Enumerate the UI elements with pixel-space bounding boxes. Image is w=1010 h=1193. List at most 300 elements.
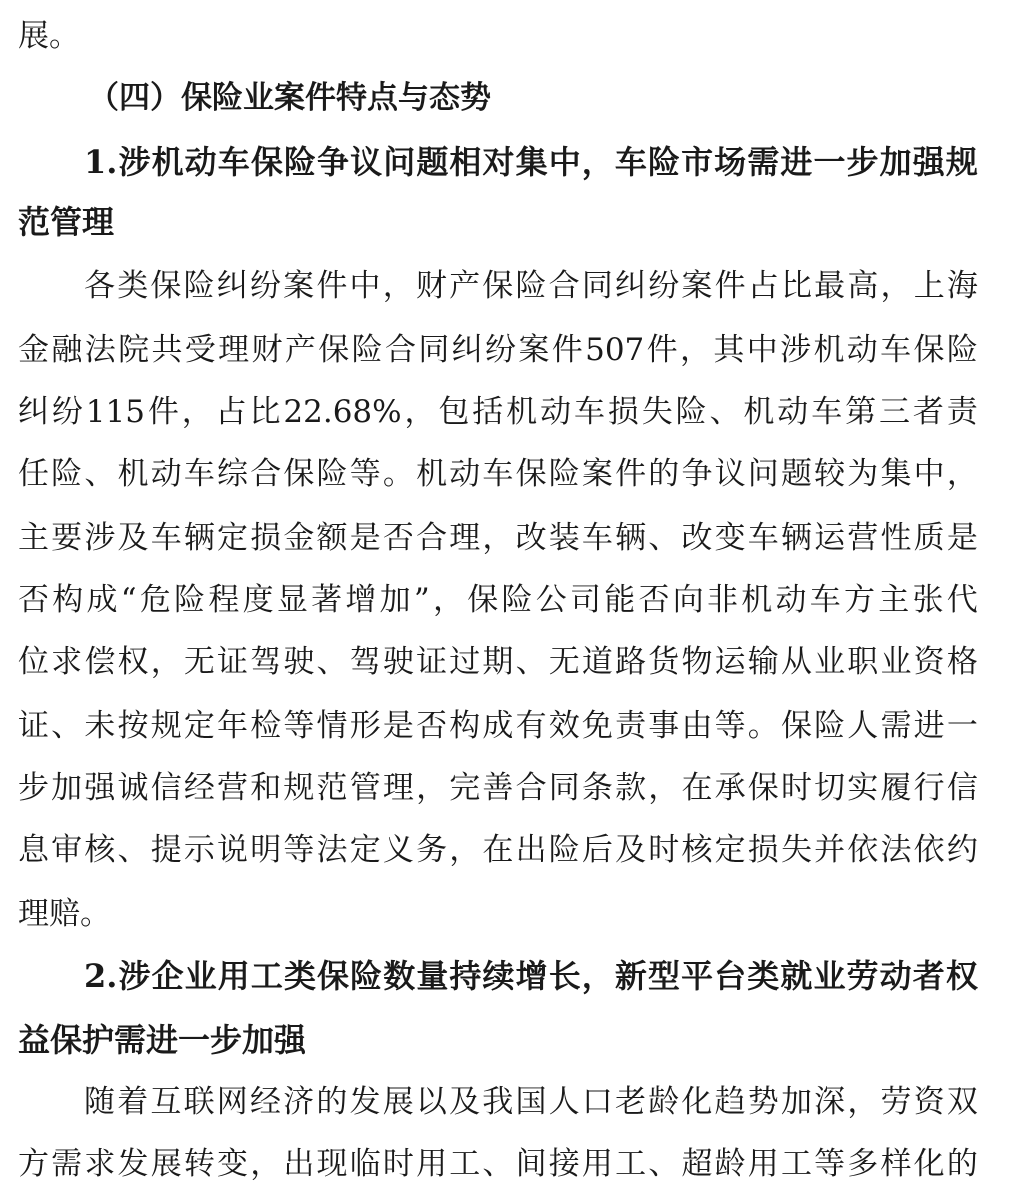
- glyph: 台: [714, 957, 747, 995]
- glyph: 主: [878, 582, 910, 618]
- text-line: 展。: [18, 18, 80, 54]
- glyph: 改: [515, 520, 547, 556]
- glyph: 车: [809, 582, 841, 618]
- glyph: 约: [946, 832, 978, 868]
- glyph: 信: [150, 770, 182, 806]
- glyph: 证: [217, 644, 249, 680]
- glyph: 件: [615, 456, 647, 492]
- glyph: 保: [913, 332, 945, 368]
- glyph: 经: [183, 770, 215, 806]
- paragraph-line: [18, 766, 978, 810]
- glyph: 纷: [249, 268, 281, 304]
- glyph: 免: [581, 708, 613, 744]
- glyph: 否: [18, 582, 49, 618]
- glyph: 平: [681, 957, 714, 995]
- glyph: 机: [741, 582, 773, 618]
- glyph: 著: [311, 582, 343, 618]
- glyph: 动: [449, 456, 481, 492]
- glyph: 依: [847, 832, 879, 868]
- glyph: 定: [349, 832, 381, 868]
- glyph: 类: [117, 268, 149, 304]
- glyph: 按: [117, 708, 149, 744]
- glyph: 及: [117, 520, 149, 556]
- glyph: 代: [946, 582, 978, 618]
- glyph: 问: [747, 456, 779, 492]
- glyph: 机: [813, 332, 845, 368]
- glyph: 驶: [283, 644, 315, 680]
- subheading-line: [84, 140, 978, 184]
- glyph: 法: [316, 832, 348, 868]
- glyph: 院: [118, 332, 150, 368]
- glyph: 车: [581, 520, 613, 556]
- glyph: 司: [569, 582, 601, 618]
- glyph: 运: [814, 520, 846, 556]
- glyph: 接: [548, 1146, 580, 1182]
- glyph: 同: [581, 268, 613, 304]
- glyph: 题: [780, 456, 812, 492]
- glyph: 金: [283, 520, 315, 556]
- glyph: 履: [880, 770, 912, 806]
- glyph: 切: [814, 770, 846, 806]
- glyph: 纠: [216, 268, 248, 304]
- glyph: 深: [814, 1084, 846, 1120]
- glyph: 说: [217, 832, 249, 868]
- glyph: 证: [416, 644, 448, 680]
- glyph: ，: [581, 957, 614, 995]
- glyph: 纷: [51, 394, 83, 430]
- glyph: 险: [675, 394, 707, 430]
- glyph: 务: [416, 832, 448, 868]
- glyph: 信: [946, 770, 978, 806]
- glyph: 险: [283, 143, 316, 181]
- glyph: ，: [880, 268, 912, 304]
- glyph: 。: [747, 708, 779, 744]
- glyph: 件: [147, 394, 179, 430]
- glyph: 业: [814, 644, 846, 680]
- glyph: 成: [86, 582, 118, 618]
- glyph: 损: [747, 832, 779, 868]
- glyph: 款: [615, 770, 647, 806]
- glyph: 受: [184, 332, 216, 368]
- glyph: 同: [418, 332, 450, 368]
- glyph: 检: [250, 708, 282, 744]
- glyph: 、: [648, 520, 680, 556]
- glyph: ，: [432, 582, 464, 618]
- glyph: 在: [681, 770, 713, 806]
- glyph: 提: [150, 832, 182, 868]
- glyph: 险: [515, 268, 547, 304]
- glyph: 问: [383, 143, 416, 181]
- glyph: 随: [84, 1084, 115, 1120]
- glyph: 机: [416, 456, 448, 492]
- glyph: 各: [84, 268, 115, 304]
- glyph: 件: [646, 332, 678, 368]
- glyph: 案: [518, 332, 550, 368]
- glyph: 构: [449, 708, 481, 744]
- glyph: 产: [284, 332, 316, 368]
- glyph: 题: [416, 143, 449, 181]
- glyph: 互: [150, 1084, 182, 1120]
- glyph: 、: [51, 708, 83, 744]
- glyph: 息: [18, 832, 49, 868]
- glyph: 时: [780, 770, 812, 806]
- glyph: 驶: [382, 644, 414, 680]
- glyph: 动: [540, 394, 572, 430]
- glyph: 步: [18, 770, 49, 806]
- glyph: ，: [404, 394, 436, 430]
- glyph: 险: [548, 832, 580, 868]
- glyph: 1.: [84, 143, 118, 181]
- glyph: 核: [84, 832, 116, 868]
- glyph: 方: [843, 582, 875, 618]
- glyph: 发: [117, 1146, 149, 1182]
- glyph: 明: [250, 832, 282, 868]
- glyph: 证: [18, 708, 49, 744]
- glyph: 国: [515, 1084, 547, 1120]
- glyph: 求: [84, 1146, 116, 1182]
- glyph: 联: [183, 1084, 215, 1120]
- glyph: 过: [449, 644, 481, 680]
- glyph: 动: [775, 582, 807, 618]
- glyph: 车: [217, 143, 250, 181]
- glyph: 案: [681, 268, 713, 304]
- glyph: 张: [912, 582, 944, 618]
- glyph: 议: [350, 143, 383, 181]
- glyph: 车: [183, 456, 215, 492]
- glyph: 场: [714, 143, 747, 181]
- glyph: 为: [847, 456, 879, 492]
- glyph: 合: [384, 332, 416, 368]
- glyph: 比: [249, 394, 281, 430]
- glyph: ，: [150, 644, 182, 680]
- glyph: 第: [845, 394, 877, 430]
- glyph: 等: [283, 832, 315, 868]
- glyph: 向: [672, 582, 704, 618]
- glyph: 加: [879, 143, 912, 181]
- glyph: 保: [747, 770, 779, 806]
- glyph: 工: [250, 957, 283, 995]
- glyph: 龄: [648, 1084, 680, 1120]
- glyph: ，: [847, 1084, 879, 1120]
- glyph: 损: [607, 394, 639, 430]
- glyph: 并: [814, 832, 846, 868]
- glyph: 装: [548, 520, 580, 556]
- glyph: 财: [415, 268, 447, 304]
- glyph: 上: [913, 268, 945, 304]
- glyph: 我: [482, 1084, 514, 1120]
- glyph: 等: [283, 708, 315, 744]
- glyph: ，: [250, 1146, 282, 1182]
- glyph: 辆: [615, 520, 647, 556]
- glyph: 车: [150, 520, 182, 556]
- glyph: 一: [813, 143, 846, 181]
- glyph: 质: [913, 520, 945, 556]
- glyph: 定: [217, 520, 249, 556]
- glyph: 是: [349, 520, 381, 556]
- glyph: 有: [515, 708, 547, 744]
- glyph: 机: [743, 394, 775, 430]
- glyph: 老: [615, 1084, 646, 1120]
- glyph: 类: [747, 957, 780, 995]
- glyph: 增: [515, 957, 548, 995]
- glyph: 合: [515, 770, 547, 806]
- glyph: 对: [482, 143, 515, 181]
- glyph: 龄: [714, 1146, 746, 1182]
- glyph: 任: [18, 456, 49, 492]
- glyph: 量: [416, 957, 449, 995]
- glyph: 位: [18, 644, 49, 680]
- glyph: 险: [51, 456, 83, 492]
- glyph: 用: [217, 957, 250, 995]
- glyph: 理: [382, 770, 414, 806]
- glyph: 展: [150, 1146, 182, 1182]
- glyph: 件: [714, 268, 746, 304]
- glyph: 危: [139, 582, 171, 618]
- glyph: 险: [548, 456, 580, 492]
- glyph: 议: [714, 456, 746, 492]
- glyph: 双: [946, 1084, 978, 1120]
- glyph: 包: [438, 394, 470, 430]
- glyph: 者: [912, 957, 945, 995]
- glyph: 险: [316, 456, 348, 492]
- glyph: 险: [351, 332, 383, 368]
- glyph: “: [120, 582, 137, 618]
- glyph: 机: [117, 456, 149, 492]
- glyph: 保: [283, 456, 315, 492]
- glyph: 构: [52, 582, 84, 618]
- glyph: 中: [913, 456, 945, 492]
- glyph: 件: [551, 332, 583, 368]
- glyph: 势: [747, 1084, 779, 1120]
- glyph: 核: [681, 832, 713, 868]
- glyph: 多: [847, 1146, 879, 1182]
- glyph: 数: [383, 957, 416, 995]
- glyph: 持: [449, 957, 482, 995]
- glyph: 高: [847, 268, 879, 304]
- glyph: 方: [18, 1146, 49, 1182]
- glyph: 争: [317, 143, 350, 181]
- glyph: 及: [615, 832, 647, 868]
- glyph: 要: [51, 520, 83, 556]
- glyph: 驾: [250, 644, 282, 680]
- glyph: 展: [382, 1084, 414, 1120]
- glyph: 度: [242, 582, 274, 618]
- glyph: 纷: [648, 268, 680, 304]
- glyph: 营: [847, 520, 879, 556]
- glyph: 否: [416, 708, 448, 744]
- glyph: 纠: [18, 394, 49, 430]
- glyph: 动: [184, 143, 217, 181]
- glyph: 道: [581, 644, 613, 680]
- glyph: 辆: [780, 520, 812, 556]
- glyph: 涉: [780, 332, 812, 368]
- glyph: 法: [84, 332, 116, 368]
- paragraph-line: [18, 390, 978, 434]
- glyph: 其: [713, 332, 745, 368]
- glyph: 口: [581, 1084, 613, 1120]
- glyph: 企: [151, 957, 184, 995]
- glyph: 集: [880, 456, 912, 492]
- glyph: 。: [382, 456, 414, 492]
- glyph: 型: [647, 957, 680, 995]
- glyph: 管: [349, 770, 381, 806]
- glyph: 保: [780, 708, 812, 744]
- glyph: 情: [316, 708, 348, 744]
- glyph: 理: [218, 332, 250, 368]
- glyph: 是: [946, 520, 978, 556]
- glyph: 需: [51, 1146, 83, 1182]
- glyph: 事: [648, 708, 680, 744]
- glyph: 义: [382, 832, 414, 868]
- glyph: 形: [349, 708, 381, 744]
- glyph: 相: [449, 143, 482, 181]
- glyph: 网: [216, 1084, 248, 1120]
- glyph: 车: [747, 520, 779, 556]
- glyph: 22.68%: [283, 394, 402, 430]
- glyph: 主: [18, 520, 49, 556]
- glyph: 强: [912, 143, 945, 181]
- glyph: 括: [472, 394, 504, 430]
- glyph: 显: [276, 582, 308, 618]
- glyph: 案: [581, 456, 613, 492]
- glyph: 需: [880, 708, 912, 744]
- glyph: 纠: [615, 268, 646, 304]
- glyph: 职: [847, 644, 879, 680]
- glyph: 2.: [84, 957, 118, 995]
- glyph: 时: [648, 832, 680, 868]
- glyph: 步: [846, 143, 879, 181]
- glyph: 化: [913, 1146, 945, 1182]
- glyph: 、: [316, 644, 348, 680]
- glyph: 诚: [117, 770, 149, 806]
- glyph: 条: [581, 770, 613, 806]
- glyph: 承: [714, 770, 746, 806]
- section-heading: （四）保险业案件特点与态势: [88, 80, 491, 116]
- glyph: 海: [946, 268, 978, 304]
- glyph: 险: [647, 143, 680, 181]
- glyph: ，: [449, 832, 481, 868]
- subheading-line: [84, 954, 978, 998]
- glyph: 变: [714, 520, 746, 556]
- glyph: 超: [681, 1146, 713, 1182]
- paragraph-line: [18, 640, 978, 684]
- glyph: 路: [615, 644, 647, 680]
- glyph: 定: [183, 708, 215, 744]
- glyph: 比: [780, 268, 812, 304]
- glyph: 的: [946, 1146, 978, 1182]
- glyph: 否: [382, 520, 414, 556]
- glyph: 、: [515, 644, 547, 680]
- glyph: 额: [316, 520, 348, 556]
- glyph: 财: [251, 332, 283, 368]
- paragraph-line: [18, 704, 978, 748]
- glyph: 保: [150, 268, 182, 304]
- glyph: ，: [382, 268, 414, 304]
- glyph: 车: [573, 394, 605, 430]
- glyph: 能: [604, 582, 636, 618]
- glyph: 失: [780, 832, 812, 868]
- glyph: 用: [747, 1146, 779, 1182]
- glyph: 合: [548, 268, 580, 304]
- glyph: 者: [912, 394, 944, 430]
- glyph: 权: [945, 957, 978, 995]
- glyph: 中: [349, 268, 381, 304]
- glyph: 产: [449, 268, 481, 304]
- glyph: 融: [51, 332, 83, 368]
- glyph: 业: [184, 957, 217, 995]
- glyph: 三: [878, 394, 910, 430]
- glyph: 加: [51, 770, 83, 806]
- glyph: 依: [913, 832, 945, 868]
- glyph: 占: [215, 394, 247, 430]
- glyph: 改: [681, 520, 713, 556]
- glyph: 工: [780, 1146, 812, 1182]
- glyph: 规: [150, 708, 182, 744]
- glyph: 规: [283, 770, 315, 806]
- glyph: 等: [714, 708, 746, 744]
- glyph: 变: [217, 1146, 249, 1182]
- glyph: 规: [945, 143, 978, 181]
- glyph: 共: [151, 332, 183, 368]
- glyph: 年: [217, 708, 249, 744]
- glyph: 、: [482, 1146, 514, 1182]
- glyph: 经: [249, 1084, 281, 1120]
- glyph: 案: [283, 268, 315, 304]
- glyph: 否: [638, 582, 670, 618]
- glyph: 偿: [84, 644, 116, 680]
- glyph: 中: [548, 143, 581, 181]
- glyph: 损: [250, 520, 282, 556]
- glyph: 动: [150, 456, 182, 492]
- glyph: 出: [283, 1146, 315, 1182]
- glyph: 等: [814, 1146, 846, 1182]
- glyph: 机: [151, 143, 184, 181]
- glyph: 责: [615, 708, 647, 744]
- glyph: 合: [416, 520, 448, 556]
- glyph: 续: [482, 957, 515, 995]
- glyph: 出: [515, 832, 547, 868]
- paragraph-line: [84, 1080, 978, 1124]
- glyph: 车: [482, 456, 514, 492]
- glyph: 后: [581, 832, 613, 868]
- glyph: 就: [780, 957, 813, 995]
- glyph: 善: [482, 770, 514, 806]
- glyph: 较: [814, 456, 846, 492]
- glyph: 失: [641, 394, 673, 430]
- glyph: 及: [449, 1084, 481, 1120]
- glyph: 加: [780, 1084, 812, 1120]
- glyph: 济: [283, 1084, 315, 1120]
- glyph: 求: [51, 644, 83, 680]
- glyph: 理: [449, 520, 481, 556]
- glyph: 等: [349, 456, 381, 492]
- glyph: 市: [681, 143, 714, 181]
- glyph: 辆: [183, 520, 215, 556]
- glyph: 是: [382, 708, 414, 744]
- glyph: 险: [350, 957, 383, 995]
- glyph: 涉: [118, 143, 151, 181]
- glyph: 中: [746, 332, 778, 368]
- paragraph-line: [18, 578, 978, 622]
- glyph: 人: [548, 1084, 580, 1120]
- glyph: 无: [183, 644, 215, 680]
- glyph: 劳: [846, 957, 879, 995]
- glyph: 的: [316, 1084, 348, 1120]
- glyph: 需: [747, 143, 780, 181]
- glyph: 用: [581, 1146, 613, 1182]
- paragraph-line: 理赔。: [18, 896, 111, 932]
- glyph: 动: [879, 957, 912, 995]
